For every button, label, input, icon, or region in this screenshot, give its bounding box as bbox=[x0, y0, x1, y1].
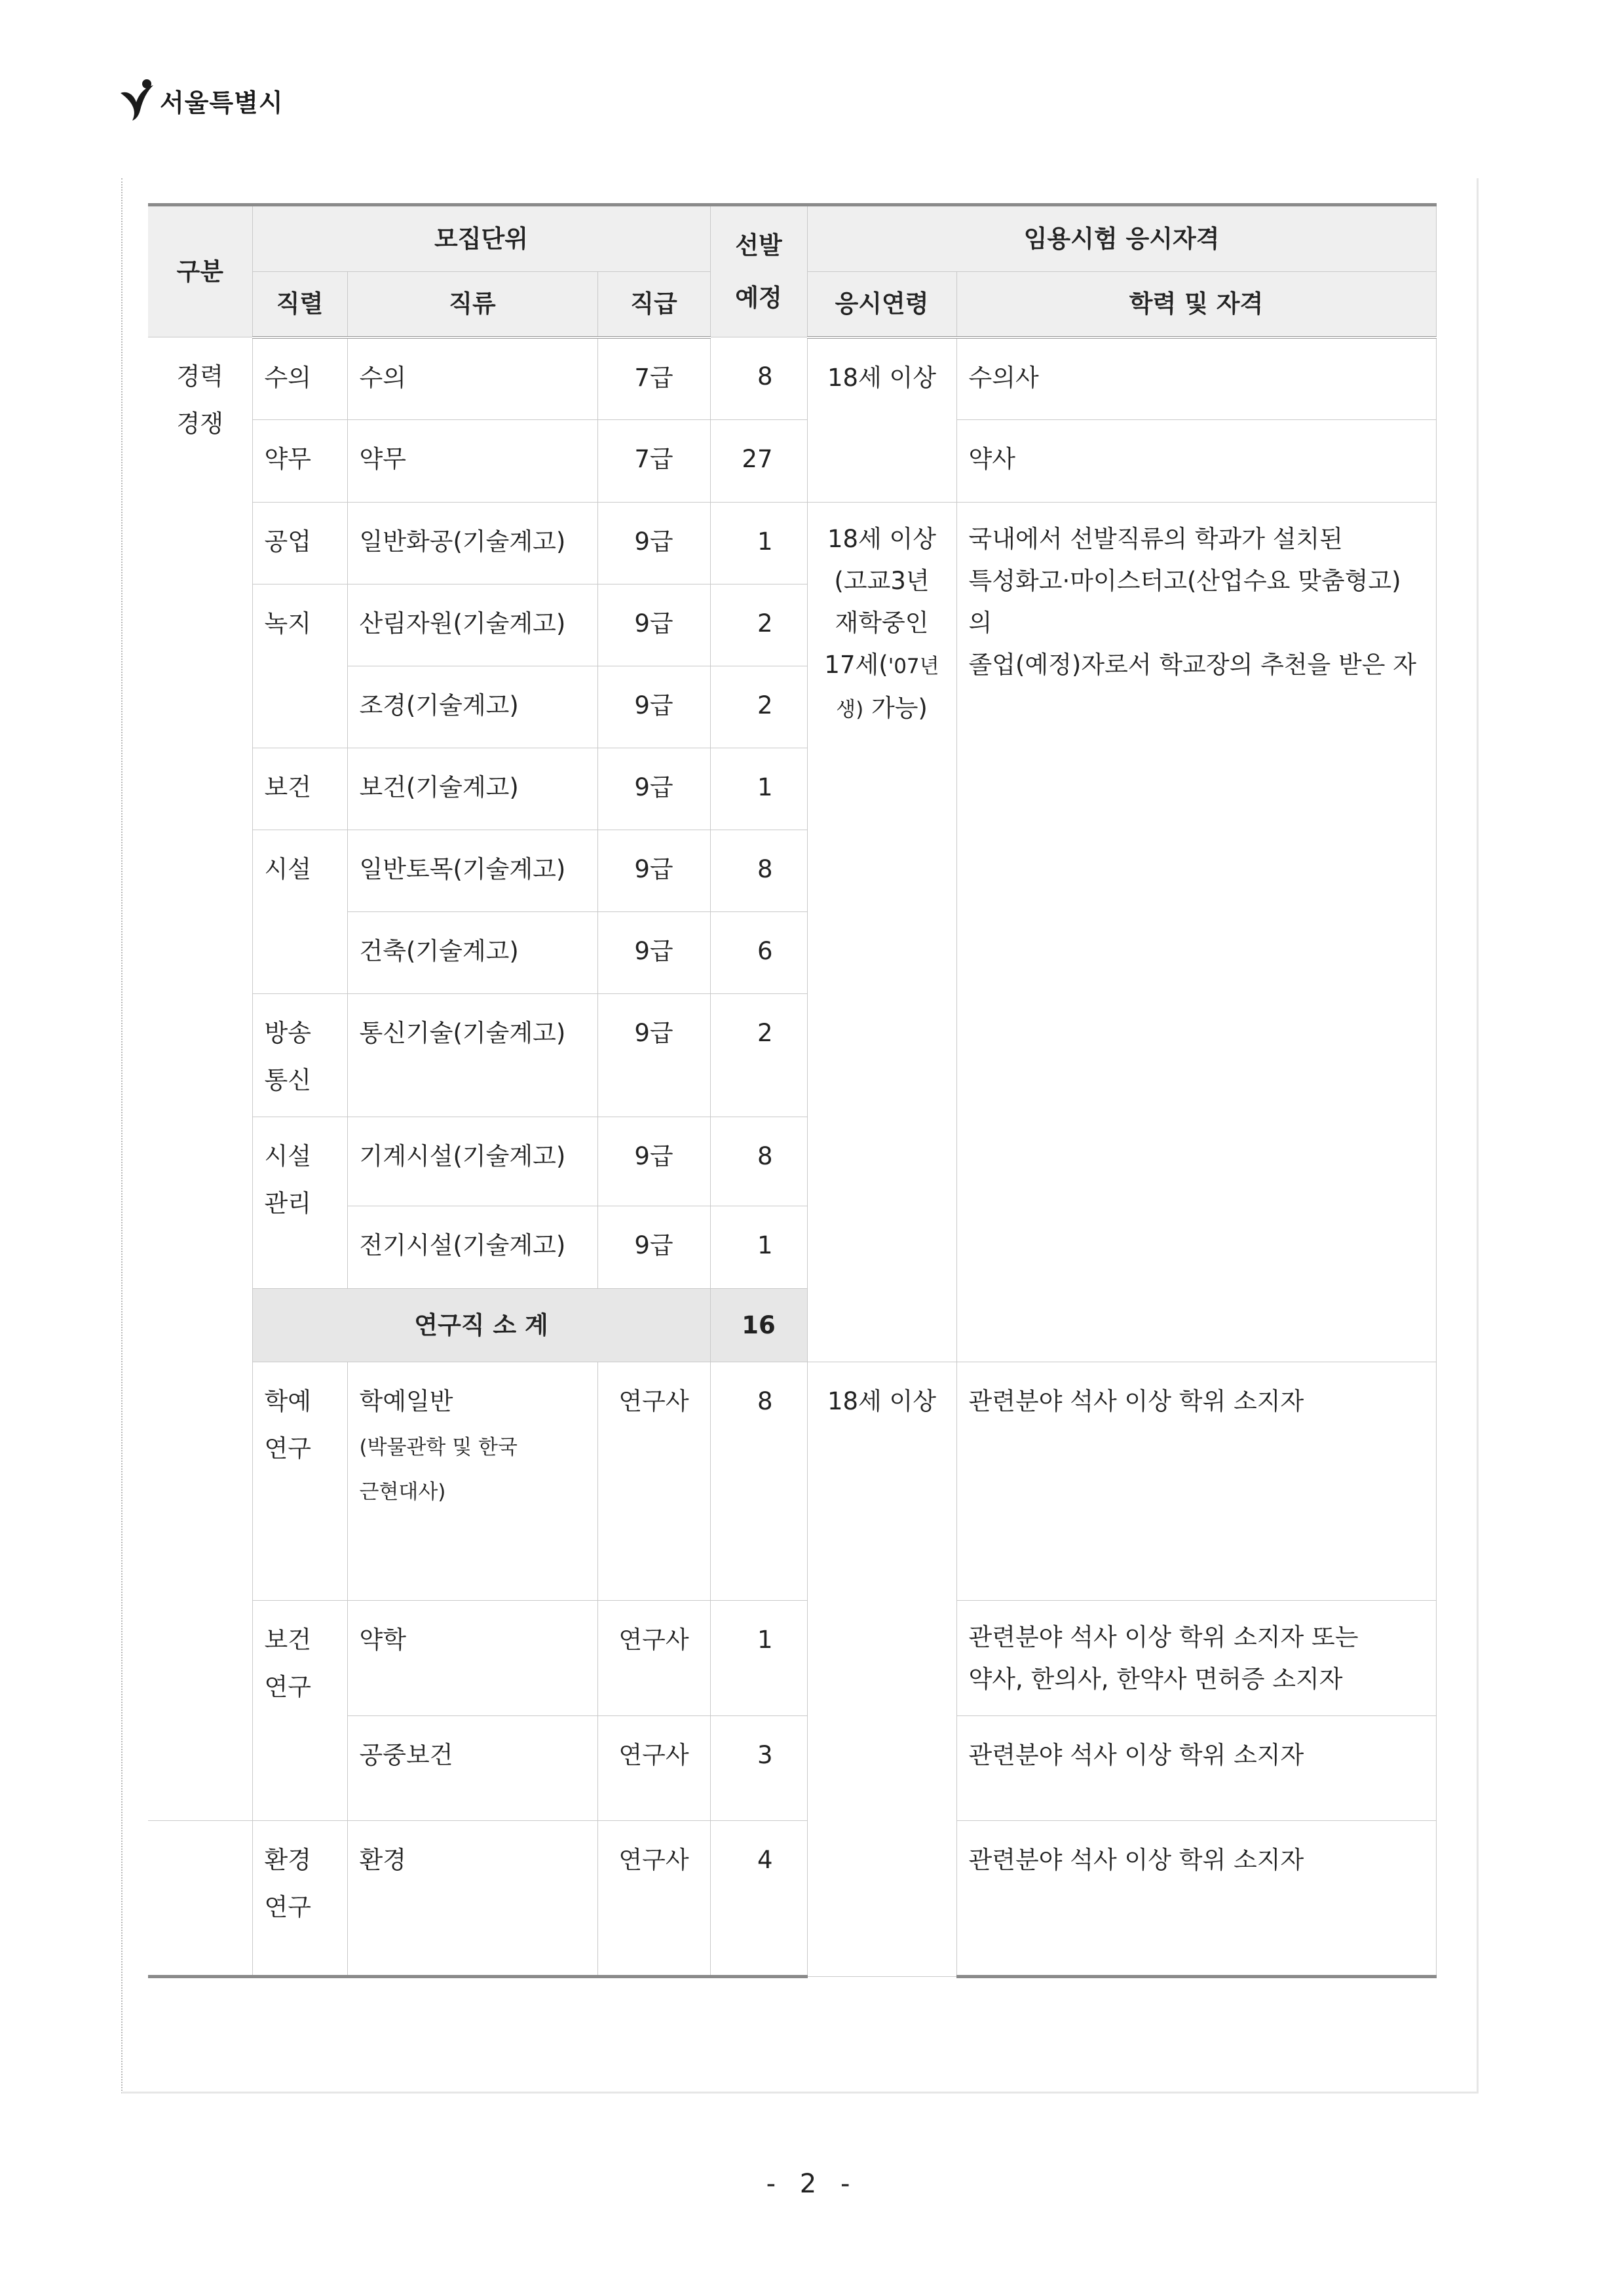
class-cell: 보건(기술계고) bbox=[347, 748, 597, 830]
series-cell: 공업 bbox=[252, 503, 347, 584]
class-cell: 학예일반 (박물관학 및 한국 근현대사) bbox=[347, 1362, 597, 1601]
grade-cell: 9급 bbox=[597, 994, 710, 1117]
education-cell: 관련분야 석사 이상 학위 소지자 bbox=[956, 1716, 1436, 1821]
education-cell: 관련분야 석사 이상 학위 소지자 bbox=[956, 1821, 1436, 1977]
education-cell-vocational: 국내에서 선발직류의 학과가 설치된 특성화고·마이스터고(산업수요 맞춤형고)의 졸업(예정)자로서 학교장의 추천을 받은 자 bbox=[956, 503, 1436, 1362]
class-cell: 약무 bbox=[347, 420, 597, 503]
series-cell: 수의 bbox=[252, 337, 347, 420]
header-category: 구분 bbox=[148, 205, 252, 337]
class-cell: 수의 bbox=[347, 337, 597, 420]
table-row bbox=[148, 337, 1436, 420]
count-cell: 8 bbox=[710, 1117, 807, 1206]
grade-cell: 9급 bbox=[597, 1117, 710, 1206]
class-cell: 일반토목(기술계고) bbox=[347, 830, 597, 912]
seoul-logo bbox=[117, 77, 284, 123]
table-row bbox=[148, 1821, 1436, 1977]
grade-cell: 9급 bbox=[597, 503, 710, 584]
header-grade: 직급 bbox=[597, 272, 710, 337]
subtotal-count: 16 bbox=[710, 1289, 807, 1362]
education-cell: 관련분야 석사 이상 학위 소지자 또는 약사, 한의사, 한약사 면허증 소지자 bbox=[956, 1601, 1436, 1716]
grade-cell: 연구사 bbox=[597, 1716, 710, 1821]
series-cell: 시설 관리 bbox=[252, 1117, 347, 1289]
table-row bbox=[148, 1362, 1436, 1601]
header-qualification: 임용시험 응시자격 bbox=[807, 205, 1436, 272]
recruitment-table bbox=[148, 203, 1437, 1978]
count-cell: 6 bbox=[710, 912, 807, 994]
count-cell: 8 bbox=[710, 1362, 807, 1601]
count-cell: 3 bbox=[710, 1716, 807, 1821]
group-career: 경력 경쟁 bbox=[148, 337, 252, 1821]
table-row bbox=[148, 1601, 1436, 1716]
grade-cell: 연구사 bbox=[597, 1821, 710, 1977]
education-cell: 관련분야 석사 이상 학위 소지자 bbox=[956, 1362, 1436, 1601]
grade-cell: 연구사 bbox=[597, 1362, 710, 1601]
count-cell: 2 bbox=[710, 666, 807, 748]
grade-cell: 7급 bbox=[597, 337, 710, 420]
grade-cell: 7급 bbox=[597, 420, 710, 503]
series-cell: 보건 연구 bbox=[252, 1601, 347, 1821]
class-cell: 일반화공(기술계고) bbox=[347, 503, 597, 584]
header-row-1 bbox=[148, 205, 1436, 272]
grade-cell: 연구사 bbox=[597, 1601, 710, 1716]
education-cell: 약사 bbox=[956, 420, 1436, 503]
series-cell: 방송 통신 bbox=[252, 994, 347, 1117]
age-cell-research: 18세 이상 bbox=[807, 1362, 956, 1977]
grade-cell: 9급 bbox=[597, 748, 710, 830]
count-cell: 2 bbox=[710, 994, 807, 1117]
org-name: 서울특별시 bbox=[160, 88, 284, 117]
count-cell: 1 bbox=[710, 748, 807, 830]
header-education: 학력 및 자격 bbox=[956, 272, 1436, 337]
header-age: 응시연령 bbox=[807, 272, 956, 337]
count-cell: 27 bbox=[710, 420, 807, 503]
count-cell: 8 bbox=[710, 337, 807, 420]
class-cell: 조경(기술계고) bbox=[347, 666, 597, 748]
header-count: 선발 예정 bbox=[710, 205, 807, 337]
class-cell: 건축(기술계고) bbox=[347, 912, 597, 994]
header-series: 직렬 bbox=[252, 272, 347, 337]
series-cell: 환경 연구 bbox=[252, 1821, 347, 1977]
table-row bbox=[148, 503, 1436, 584]
class-cell: 공중보건 bbox=[347, 1716, 597, 1821]
subtotal-label: 연구직 소 계 bbox=[252, 1289, 710, 1362]
class-cell: 전기시설(기술계고) bbox=[347, 1206, 597, 1289]
series-cell: 보건 bbox=[252, 748, 347, 830]
header-unit: 모집단위 bbox=[252, 205, 710, 272]
grade-cell: 9급 bbox=[597, 666, 710, 748]
count-cell: 1 bbox=[710, 503, 807, 584]
class-cell: 환경 bbox=[347, 1821, 597, 1977]
age-cell: 18세 이상 bbox=[807, 337, 956, 503]
grade-cell: 9급 bbox=[597, 584, 710, 666]
grade-cell: 9급 bbox=[597, 830, 710, 912]
count-cell: 1 bbox=[710, 1206, 807, 1289]
class-cell: 통신기술(기술계고) bbox=[347, 994, 597, 1117]
age-cell-vocational: 18세 이상 (고교3년 재학중인 17세('07년 생) 가능) bbox=[807, 503, 956, 1362]
class-cell: 기계시설(기술계고) bbox=[347, 1117, 597, 1206]
education-cell: 수의사 bbox=[956, 337, 1436, 420]
grade-cell: 9급 bbox=[597, 1206, 710, 1289]
count-cell: 4 bbox=[710, 1821, 807, 1977]
class-cell: 약학 bbox=[347, 1601, 597, 1716]
seoul-emblem-icon bbox=[117, 77, 157, 123]
count-cell: 8 bbox=[710, 830, 807, 912]
header-class: 직류 bbox=[347, 272, 597, 337]
series-cell: 약무 bbox=[252, 420, 347, 503]
series-cell: 시설 bbox=[252, 830, 347, 994]
series-cell: 녹지 bbox=[252, 584, 347, 748]
series-cell: 학예 연구 bbox=[252, 1362, 347, 1601]
class-cell: 산림자원(기술계고) bbox=[347, 584, 597, 666]
count-cell: 2 bbox=[710, 584, 807, 666]
table-row bbox=[148, 420, 1436, 503]
count-cell: 1 bbox=[710, 1601, 807, 1716]
page-number: - 2 - bbox=[766, 2169, 858, 2199]
grade-cell: 9급 bbox=[597, 912, 710, 994]
group-empty bbox=[148, 1821, 252, 1977]
